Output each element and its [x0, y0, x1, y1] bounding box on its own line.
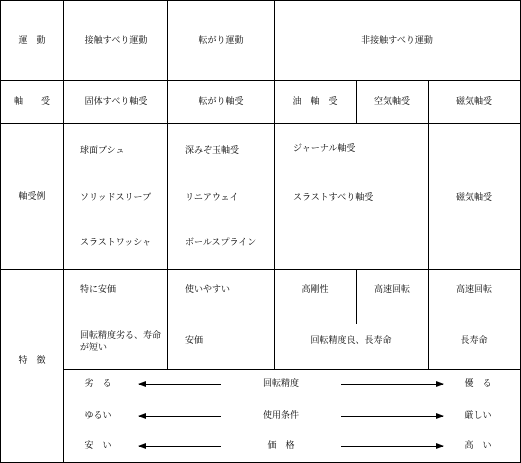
bearing-row-label: 軸 受	[13, 97, 51, 107]
arrow-left-3	[139, 446, 221, 447]
comparison-center-2: 使用条件	[262, 411, 300, 421]
feature-magnetic-long-life: 長寿命	[460, 336, 488, 346]
col-divider-oil-air-features	[356, 269, 357, 324]
example-thrust-washer: スラストワッシャ	[80, 238, 152, 248]
example-ball-spline: ボールスプライン	[185, 238, 257, 248]
feature-fluid-long-life: 回転精度良、長寿命	[310, 336, 392, 346]
row-divider-features-mid	[63, 369, 521, 370]
arrow-right-2	[341, 416, 443, 417]
example-journal-bearing: ジャーナル軸受	[293, 144, 356, 154]
arrow-right-1	[341, 384, 443, 385]
comparison-right-1: 優 る	[464, 379, 492, 389]
example-deep-groove-ball: 深みぞ玉軸受	[185, 146, 240, 156]
bearing-air: 空気軸受	[373, 97, 411, 107]
example-magnetic-bearing: 磁気軸受	[455, 193, 493, 203]
example-thrust-sliding: スラストすべり軸受	[293, 193, 374, 203]
arrow-right-3	[341, 446, 443, 447]
comparison-right-3: 高 い	[464, 441, 492, 451]
feature-solid-cheap: 特に安価	[80, 285, 117, 295]
feature-oil-high-rigidity: 高剛性	[301, 285, 329, 295]
col-divider-rolling	[274, 0, 275, 369]
bearing-magnetic: 磁気軸受	[455, 97, 493, 107]
feature-rolling-easy: 使いやすい	[185, 285, 231, 295]
header-contact-sliding: 接触すべり運動	[84, 36, 148, 46]
arrow-left-2	[139, 416, 221, 417]
row-divider-examples	[0, 269, 521, 270]
table-border-top	[0, 0, 521, 1]
feature-air-high-speed: 高速回転	[373, 285, 411, 295]
feature-magnetic-high-speed: 高速回転	[455, 285, 493, 295]
bearing-rolling: 転がり軸受	[198, 97, 244, 107]
col-divider-solid	[167, 0, 168, 369]
example-solid-sleeve: ソリッドスリーブ	[80, 193, 152, 203]
comparison-left-2: ゆるい	[84, 411, 112, 421]
comparison-left-1: 劣 る	[84, 379, 112, 389]
feature-rolling-cheap: 安価	[185, 336, 204, 346]
header-rolling: 転がり運動	[198, 36, 244, 46]
row-divider-bearing	[0, 123, 521, 124]
col-divider-label	[63, 0, 64, 463]
comparison-center-3: 価 格	[267, 441, 295, 451]
table-border-left	[0, 0, 1, 463]
header-motion-label: 運 動	[18, 36, 46, 46]
col-divider-oil-air	[356, 80, 357, 123]
features-row-label: 特 徴	[18, 356, 46, 366]
bearing-solid-sliding: 固体すべり軸受	[84, 97, 148, 107]
comparison-left-3: 安 い	[84, 441, 112, 451]
feature-solid-poor-accuracy: 回転精度劣る、寿命が短い	[80, 331, 162, 353]
example-spherical-bushing: 球面ブシュ	[80, 146, 125, 156]
header-noncontact-sliding: 非接触すべり運動	[361, 36, 433, 46]
comparison-right-2: 厳しい	[464, 411, 492, 421]
row-divider-header	[0, 80, 521, 81]
col-divider-magnetic	[428, 80, 429, 369]
arrow-left-1	[139, 384, 221, 385]
example-linear-way: リニアウェイ	[185, 193, 239, 203]
examples-row-label: 軸受例	[18, 192, 46, 202]
bearing-oil: 油 軸 受	[292, 97, 338, 107]
comparison-center-1: 回転精度	[262, 379, 300, 389]
